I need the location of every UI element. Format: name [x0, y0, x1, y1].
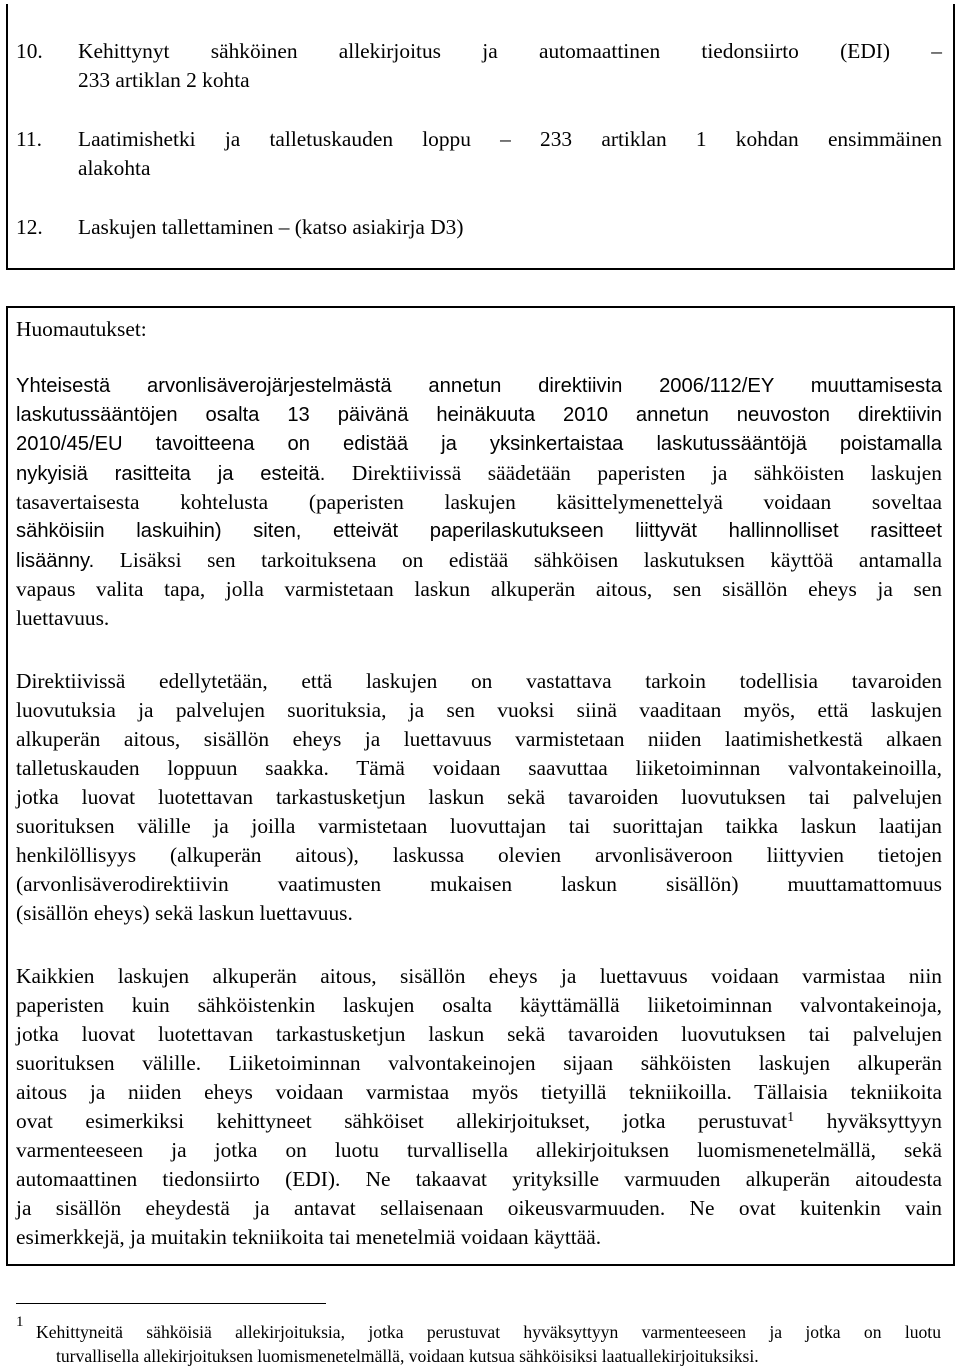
para2-line: luovutuksia ja palvelujen suorituksia, ja sen vuoksi siinä vaaditaan myös, että laskujen: [16, 698, 942, 722]
para1-line: [16, 546, 942, 576]
para1-line: sähköisiin laskuihin) siten, etteivät paperilaskutukseen liittyvät hallinnolliset rasitteet: [16, 520, 942, 542]
para3-line: varmenteeseen ja jotka on luotu turvallisella allekirjoituksen luomismenetelmällä, sekä: [16, 1138, 942, 1162]
footnote-mark: 1: [16, 1314, 24, 1330]
footnote-separator: [16, 1303, 326, 1304]
para2-line: (sisällön eheys) sekä laskun luettavuus.: [16, 901, 353, 925]
item-10-line-1: Kehittynyt sähköinen allekirjoitus ja automaattinen tiedonsiirto (EDI) –: [78, 39, 942, 63]
para1-serif-fragment: Direktiivissä säädetään paperisten ja sähköisten laskujen: [351, 461, 942, 485]
para2-line: (arvonlisäverodirektiivin vaatimusten mukaisen laskun sisällön) muuttamattomuus: [16, 872, 942, 896]
footnote-line-1: Kehittyneitä sähköisiä allekirjoituksia, jotka perustuvat hyväksyttyyn varmenteeseen ja jotka on luotu: [36, 1322, 941, 1342]
para3-line: ja sisällön eheydestä ja antavat sellaisenaan oikeusvarmuuden. Ne ovat kuitenkin vain: [16, 1196, 942, 1220]
item-12-line-1: Laskujen tallettaminen – (katso asiakirja D3): [78, 215, 464, 239]
para1-line: [16, 459, 942, 489]
para1-line: 2010/45/EU tavoitteena on edistää ja yksinkertaistaa laskutussääntöjä poistamalla: [16, 433, 942, 455]
para2-line: suorituksen välille ja joilla varmistetaan luovuttajan tai suorittajan taikka laskun laatijan: [16, 814, 942, 838]
para1-line: luettavuus.: [16, 606, 110, 630]
para3-line: suorituksen välille. Liiketoiminnan valvontakeinojen sijaan sähköisten laskujen alkuperän: [16, 1051, 942, 1075]
para1-line: vapaus valita tapa, jolla varmistetaan laskun alkuperän aitous, sen sisällön eheys ja sen: [16, 577, 942, 601]
item-11-number: 11.: [16, 127, 42, 151]
para3-line: aitous ja niiden eheys voidaan varmistaa myös tietyillä tekniikoilla. Tällaisia tekniikoita: [16, 1080, 942, 1104]
para2-line: alkuperän aitous, sisällön eheys ja luettavuus varmistetaan niiden laatimishetkestä alkaen: [16, 727, 942, 751]
item-10-line-2: 233 artiklan 2 kohta: [78, 68, 250, 92]
footnote-reference[interactable]: 1: [787, 1110, 795, 1125]
item-11-line-2: alakohta: [78, 156, 151, 180]
para1-serif-fragment: Lisäksi sen tarkoituksena on edistää sähköisen laskutuksen käyttöä antamalla: [119, 548, 942, 572]
para1-line: laskutussääntöjen osalta 13 päivänä heinäkuuta 2010 annetun neuvoston direktiivin: [16, 404, 942, 426]
para3-line: esimerkkejä, ja muitakin tekniikoita tai menetelmiä voidaan käyttää.: [16, 1225, 602, 1249]
para1-line: tasavertaisesta kohtelusta (paperisten laskujen käsittelymenettelyä voidaan soveltaa: [16, 490, 942, 514]
para2-line: talletuskauden loppuun saakka. Tämä voidaan saavuttaa liiketoiminnan valvontakeinoilla,: [16, 756, 942, 780]
para2-line: henkilöllisyys (alkuperän aitous), laskussa olevien arvonlisäveroon liittyvien tietojen: [16, 843, 942, 867]
item-12-number: 12.: [16, 215, 43, 239]
para3-line: Kaikkien laskujen alkuperän aitous, sisällön eheys ja luettavuus voidaan varmistaa niin: [16, 964, 942, 988]
notes-heading: Huomautukset:: [16, 317, 147, 341]
para3-fragment: hyväksyttyyn: [826, 1109, 942, 1133]
para1-sans-fragment: nykyisiä rasitteita ja esteitä.: [16, 463, 326, 485]
para3-line: paperisten kuin sähköistenkin laskujen osalta käyttämällä liiketoiminnan valvontakeinoja,: [16, 993, 942, 1017]
para3-fragment: ovat esimerkiksi kehittyneet sähköiset allekirjoitukset, jotka perustuvat: [16, 1109, 788, 1133]
para3-line: [16, 1107, 942, 1136]
para2-line: jotka luovat luotettavan tarkastusketjun laskun sekä tavaroiden luovutuksen tai palvelujen: [16, 785, 942, 809]
item-11-line-1: Laatimishetki ja talletuskauden loppu – 233 artiklan 1 kohdan ensimmäinen: [78, 127, 942, 151]
para2-line: Direktiivissä edellytetään, että laskujen on vastattava tarkoin todellisia tavaroiden: [16, 669, 942, 693]
para3-line: automaattinen tiedonsiirto (EDI). Ne takaavat yrityksille varmuuden alkuperän aitoudesta: [16, 1167, 942, 1191]
item-10-number: 10.: [16, 39, 43, 63]
para1-line: Yhteisestä arvonlisäverojärjestelmästä annetun direktiivin 2006/112/EY muuttamisesta: [16, 375, 942, 397]
para1-sans-fragment: lisäänny.: [16, 550, 95, 572]
footnote-line-2: turvallisella allekirjoituksen luomismenetelmällä, voidaan kutsua sähköisiksi laatuallekirjoituksiksi.: [56, 1346, 759, 1366]
para3-line: jotka luovat luotettavan tarkastusketjun laskun sekä tavaroiden luovutuksen tai palvelujen: [16, 1022, 942, 1046]
